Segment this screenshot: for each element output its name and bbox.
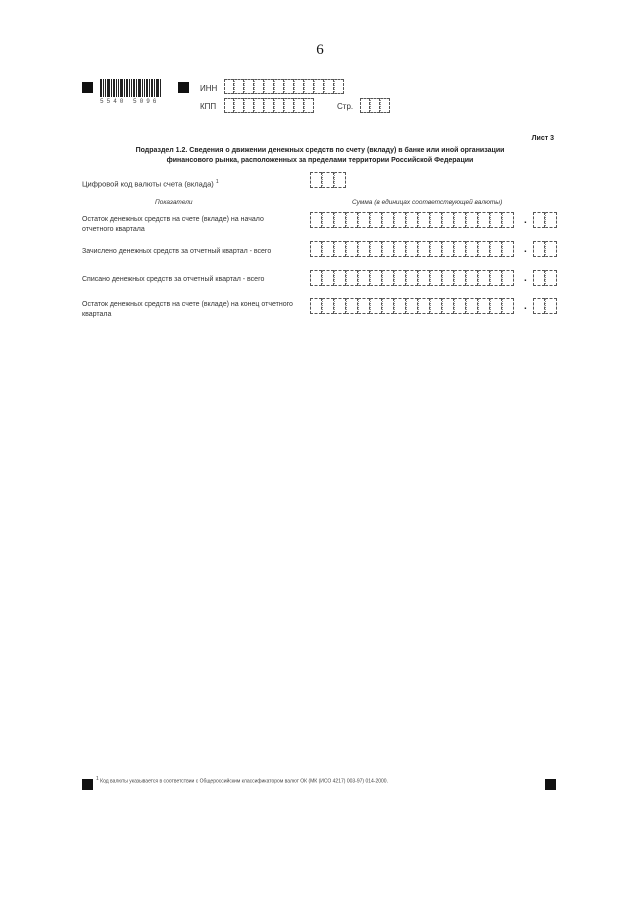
barcode-digits: 5540 5096 [100,98,160,105]
row-label-credited: Зачислено денежных средств за отчетный квартал - всего [82,248,272,255]
decimal-point-icon: . [524,215,527,226]
corner-marker-icon [545,779,556,790]
subsection-title-line-1: Подраздел 1.2. Сведения о движении денежных средств по счету (вкладу) в банке или иной организации [135,147,505,154]
amount-field-closing-balance[interactable] [310,298,514,314]
row-label-opening-balance: Остаток денежных средств на счете (вкладе) на начало отчетного квартала [82,216,264,233]
inn-field[interactable] [224,79,344,94]
decimal-point-icon: . [524,244,527,255]
footnote-mark: 1 [96,776,99,782]
subsection-title-line-2: финансового рынка, расположенных за пределами территории Российской Федерации [166,157,474,164]
amount-field-opening-balance[interactable] [310,212,514,228]
page-number: 6 [316,42,324,58]
footnote [96,776,388,785]
column-header-indicators: Показатели [155,199,193,206]
barcode [100,79,172,107]
amount-field-credited[interactable] [310,241,514,257]
decimal-point-icon: . [524,301,527,312]
corner-marker-icon [178,82,189,93]
column-header-amount: Сумма (в единицах соответствующей валюты) [352,199,503,206]
footnote-mark: 1 [215,179,219,185]
page-field[interactable] [360,98,390,113]
fraction-field-closing-balance[interactable] [533,298,557,314]
decimal-point-icon: . [524,273,527,284]
currency-code-field[interactable] [310,172,346,188]
corner-marker-icon [82,779,93,790]
inn-label: ИНН [200,84,218,93]
kpp-label: КПП [200,102,217,111]
fraction-field-credited[interactable] [533,241,557,257]
amount-field-debited[interactable] [310,270,514,286]
corner-marker-icon [82,82,93,93]
row-label-closing-balance: Остаток денежных средств на счете (вкладе) на конец отчетного квартала [82,301,293,318]
currency-code-label: Цифровой код валюты счета (вклада) $^1$ [82,179,219,189]
sheet-label: Лист 3 [531,135,554,142]
barcode-bars-icon [100,79,172,97]
fraction-field-opening-balance[interactable] [533,212,557,228]
subsection-title [112,146,528,166]
fraction-field-debited[interactable] [533,270,557,286]
page-label: Стр. [337,102,354,111]
row-label-debited: Списано денежных средств за отчетный квартал - всего [82,276,265,283]
kpp-field[interactable] [224,98,314,113]
footnote-text: Код валюты указывается в соответствии с Общероссийским классификатором валют ОК (МК (ИСО 4217) 003-97) 014-2000. [100,778,388,785]
